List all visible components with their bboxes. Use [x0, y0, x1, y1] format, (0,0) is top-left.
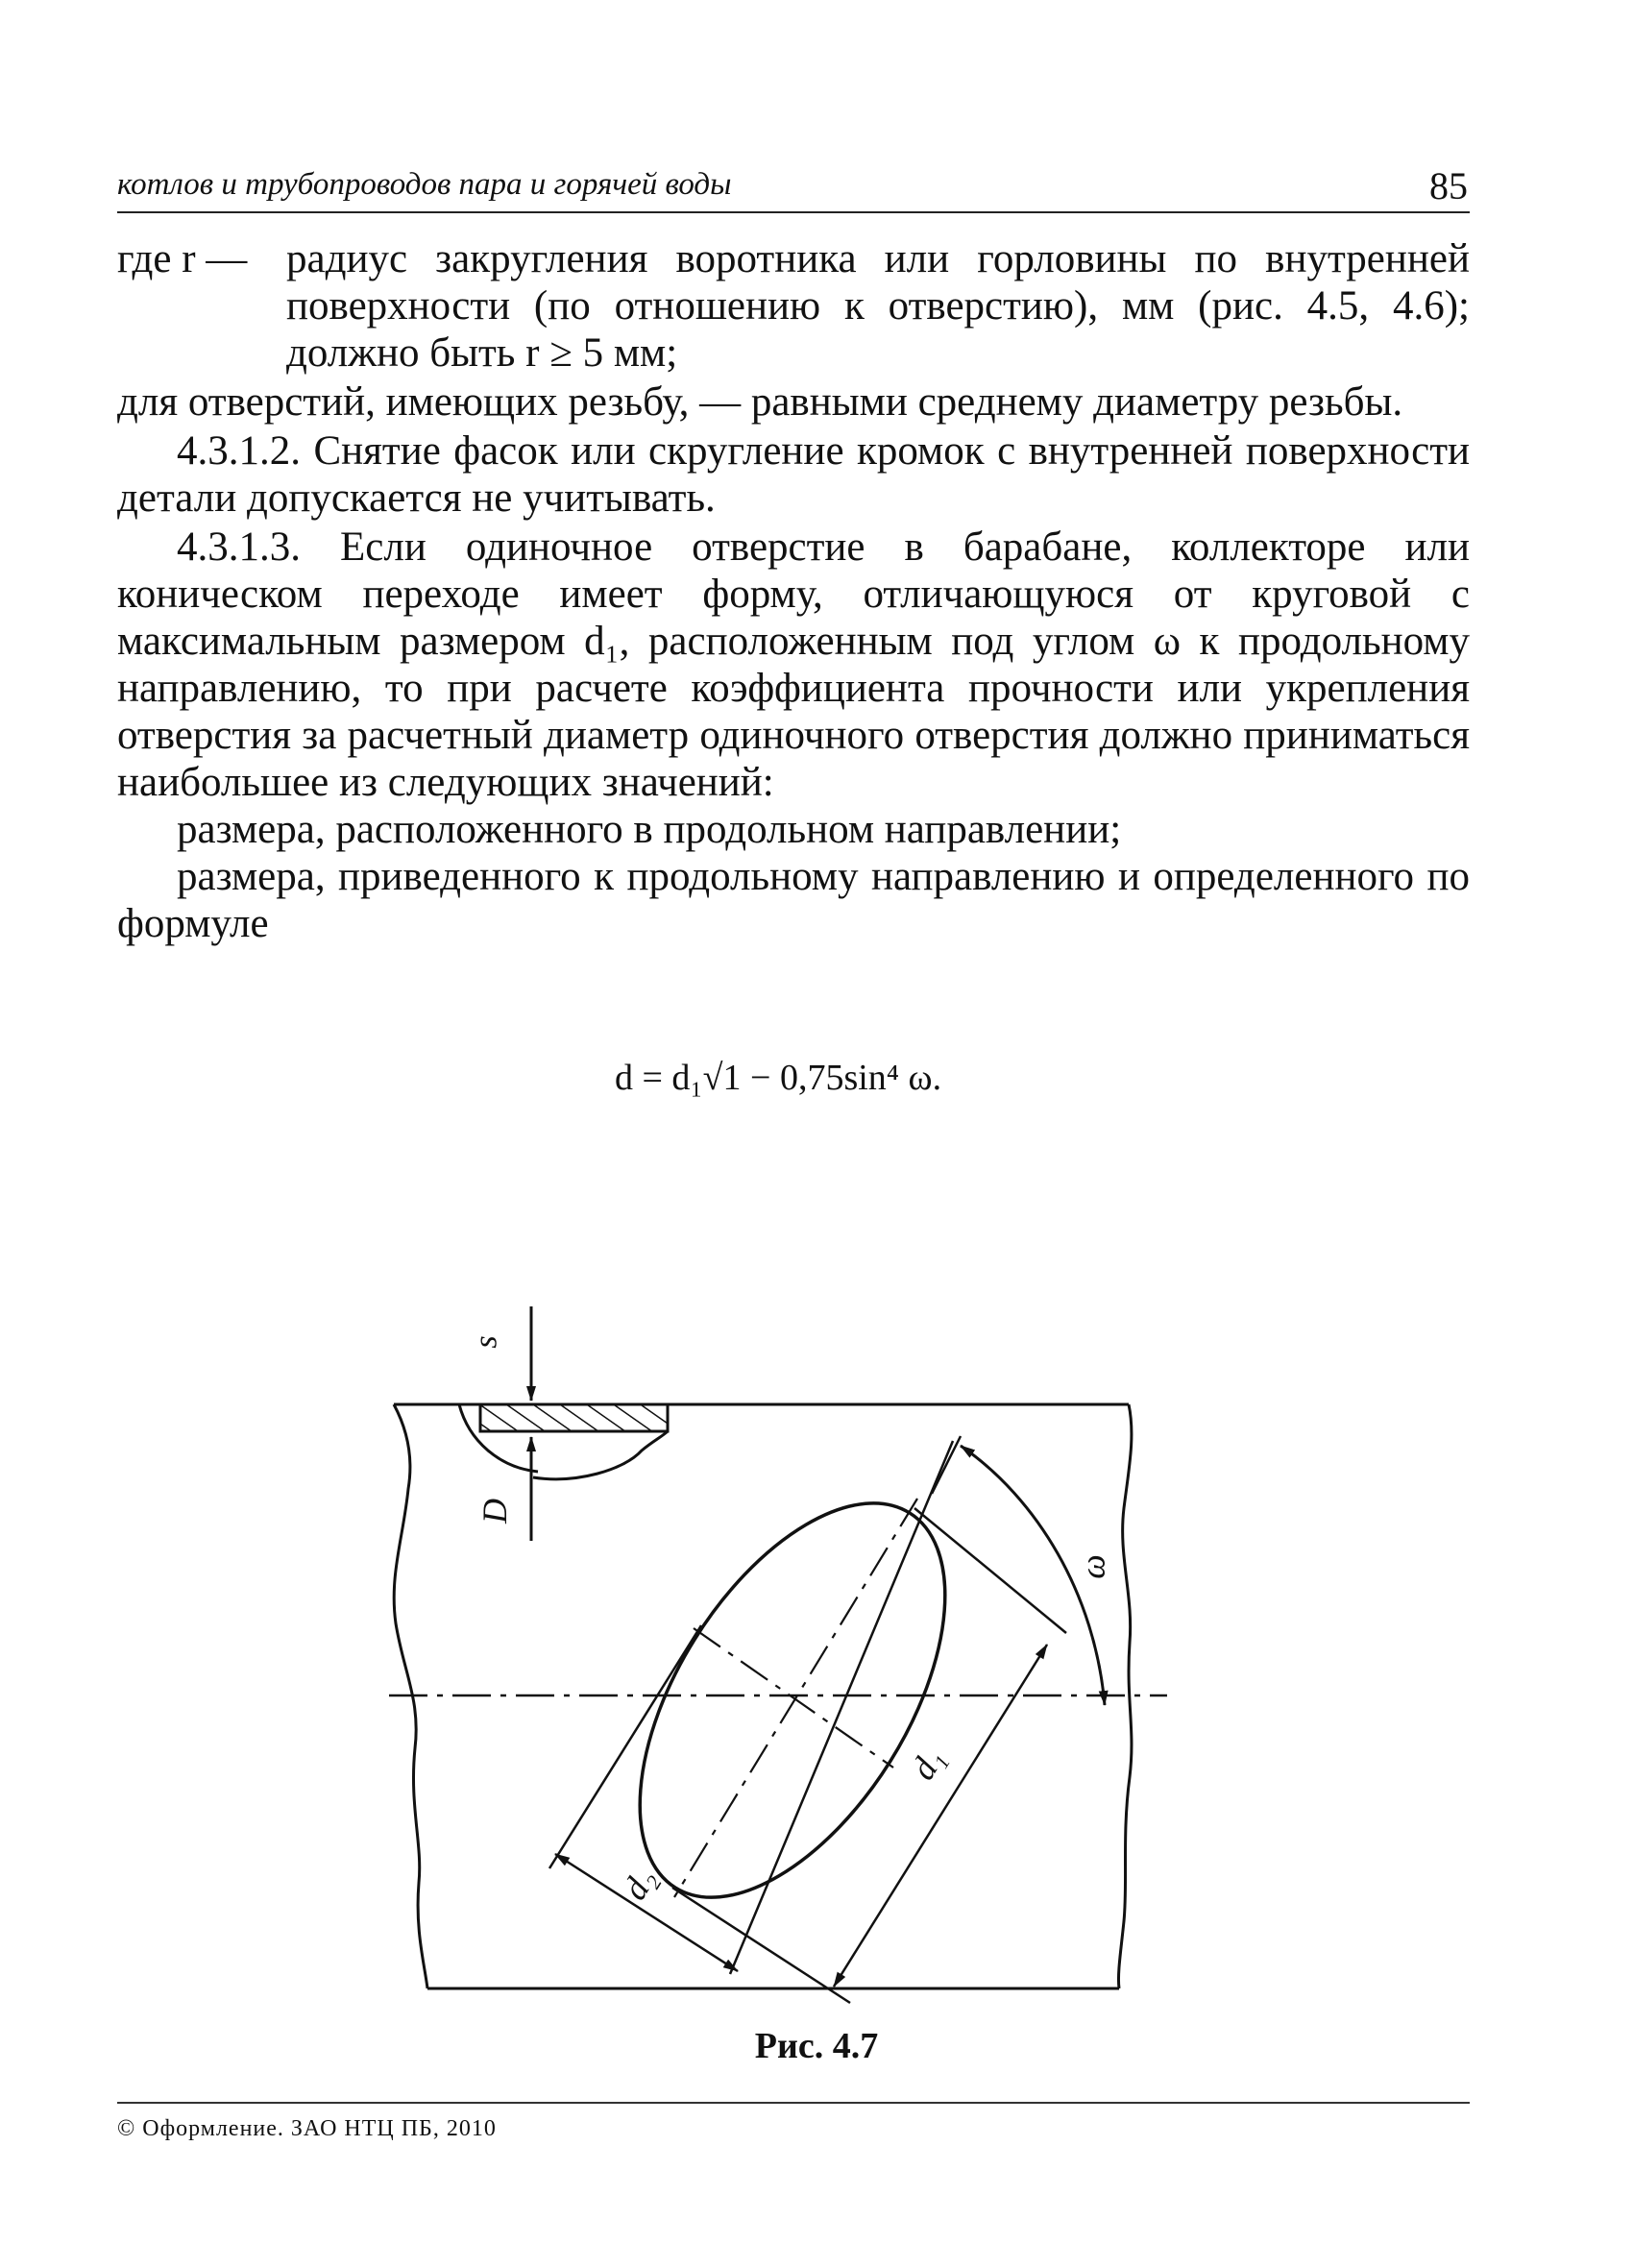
list-item-reduced: размера, приведенного к продольному направлению и определенного по формуле: [117, 854, 1470, 946]
running-header: [117, 161, 1470, 213]
header-title: котлов и трубопроводов пара и горячей воды: [117, 167, 732, 202]
formula: [615, 1036, 1076, 1112]
footer-copyright: © Оформление. ЗАО НТЦ ПБ, 2010: [117, 2116, 497, 2141]
list-item-longitudinal: размера, расположенного в продольном направлении;: [177, 807, 1122, 852]
formula-text: d = d₁√1 − 0,75sin⁴ ω.: [615, 1058, 942, 1098]
figure-4-7: [0, 1287, 1633, 2017]
label-d2: d₂: [615, 1861, 664, 1907]
label-d1: d₁: [903, 1741, 952, 1787]
paragraph-4-3-1-2: 4.3.1.2. Снятие фасок или скругление кромок с внутренней поверхности детали допускается не учитывать.: [117, 428, 1470, 521]
label-s: s: [468, 1335, 504, 1349]
where-lead: где r —: [117, 236, 248, 281]
paragraph-threads: для отверстий, имеющих резьбу, — равными среднему диаметру резьбы.: [117, 379, 1403, 425]
paragraph-4-3-1-3: 4.3.1.3. Если одиночное отверстие в барабане, коллекторе или коническом переходе имеет форму, отличающуюся от круговой с максимальным размером d₁, расположенным под углом ω к продольному направлению, то при расчете коэффициента прочности или укрепления отверстия за расчетный диаметр одиночного отверстия должно приниматься наибольшее из следующих значений:: [117, 524, 1470, 805]
label-omega: ω: [1073, 1554, 1112, 1579]
footer-rule: [117, 2102, 1470, 2104]
drawing-oblique-hole: [0, 1287, 1633, 2017]
dimension-d1: [672, 1508, 1066, 2003]
page-number: 85: [1429, 164, 1468, 207]
main-text: [117, 235, 1470, 947]
where-description: радиус закругления воротника или горловины по внутренней поверхности (по отношению к отверстию), мм (рис. 4.5, 4.6); должно быть r ≥ 5 мм;: [286, 236, 1470, 376]
figure-caption: Рис. 4.7: [754, 2026, 879, 2066]
label-D: D: [475, 1499, 514, 1524]
where-definition: [117, 235, 1470, 377]
